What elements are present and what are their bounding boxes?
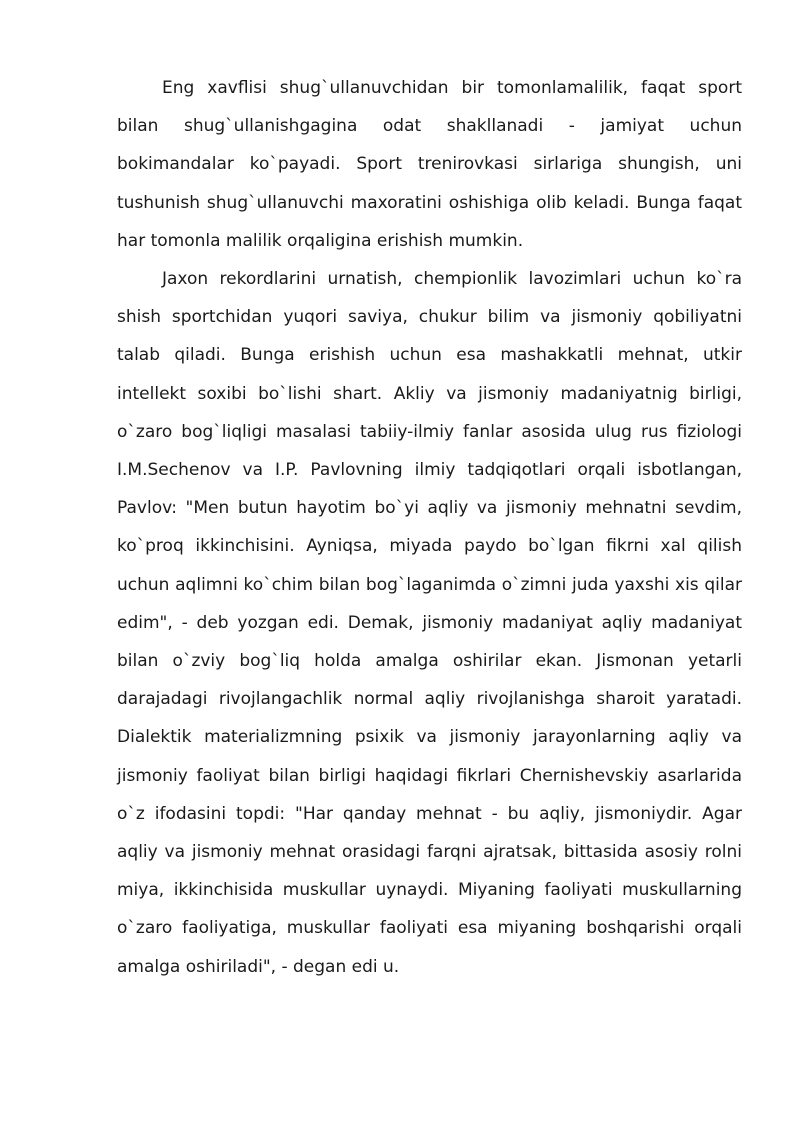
paragraph-1: Eng xavflisi shug`ullanuvchidan bir tomonlamalilik, faqat sport bilan shug`ullanishgagina odat shakllanadi - jamiyat uchun bokimandalar ko`payadi. Sport trenirovkasi sirlariga shungish, uni tushunish shug`ullanuvchi maxoratini oshishiga olib keladi. Bunga faqat har tomonla malilik orqaligina erishish mumkin. <box>117 78 742 251</box>
paragraph-2: Jaxon rekordlarini urnatish, chempionlik lavozimlari uchun ko`ra shish sportchidan yuqori saviya, chukur bilim va jismoniy qobiliyatni talab qiladi. Bunga erishish uchun esa mashakkatli mehnat, utkir intellekt soxibi bo`lishi shart. Akliy va jismoniy madaniyatnig birligi, o`zaro bog`liqligi masalasi tabiiy-ilmiy fanlar asosida ulug rus fiziologi I.M.Sechenov va I.P. Pavlovning ilmiy tadqiqotlari orqali isbotlangan, Pavlov: "Men butun hayotim bo`yi aqliy va jismoniy mehnatni sevdim, ko`proq ikkinchisini. Ayniqsa, miyada paydo bo`lgan fikrni xal qilish uchun aqlimni ko`chim bilan bog`laganimda o`zimni juda yaxshi xis qilar edim", - deb yozgan edi. Demak, jismoniy madaniyat aqliy madaniyat bilan o`zviy bog`liq holda amalga oshirilar ekan. Jismonan yetarli darajadagi rivojlangachlik normal aqliy rivojlanishga sharoit yaratadi. Dialektik materializmning psixik va jismoniy jarayonlarning aqliy va jismoniy faoliyat bilan birligi haqidagi fikrlari Chernishevskiy asarlarida o`z ifodasini topdi: "Har qanday mehnat - bu aqliy, jismoniydir. Agar aqliy va jismoniy mehnat orasidagi farqni ajratsak, bittasida asosiy rolni miya, ikkinchisida muskullar uynaydi. Miyaning faoliyati muskullarning o`zaro faoliyatiga, muskullar faoliyati esa miyaning boshqarishi orqali amalga oshiriladi", - degan edi u. <box>117 269 742 977</box>
document-page <box>117 69 742 986</box>
